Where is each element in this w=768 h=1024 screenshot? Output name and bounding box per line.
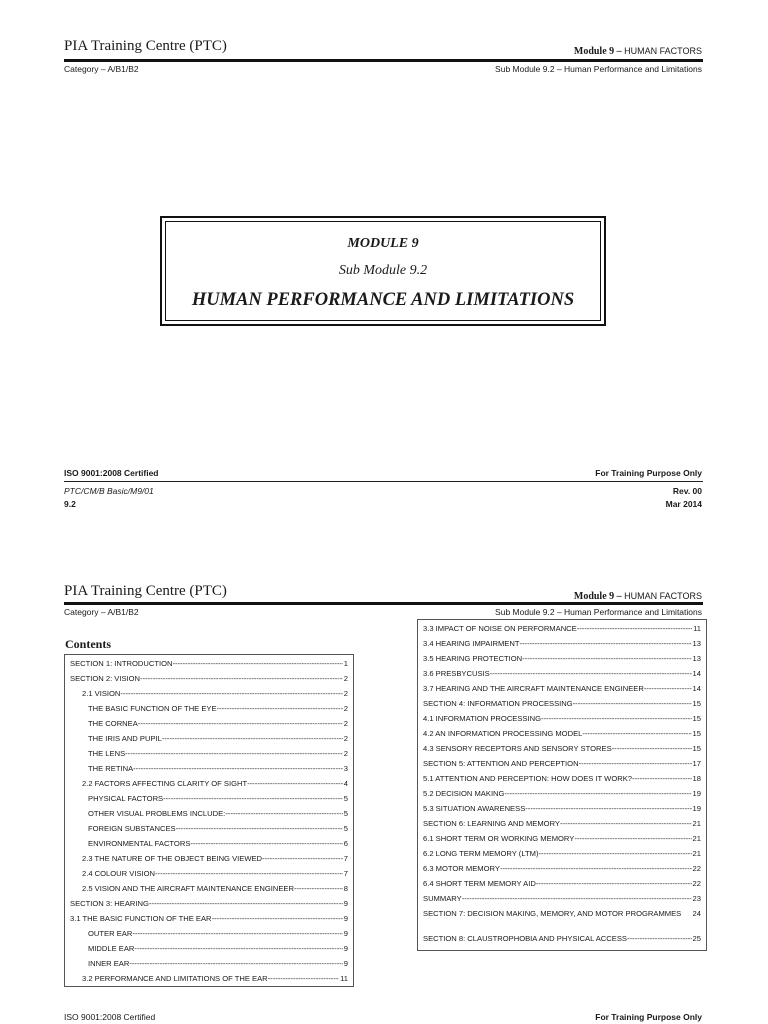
toc-entry[interactable]: 3.4 HEARING IMPAIRMENT ----- 13 [423,639,701,649]
category-label: Category – A/B1/B2 [64,607,139,617]
iso-certified: ISO 9001:2008 Certified [64,468,159,478]
toc-entry[interactable]: SECTION 7: DECISION MAKING, MEMORY, AND MOTOR PROGRAMMES 24 [423,909,701,918]
toc-entry[interactable]: SECTION 8: CLAUSTROPHOBIA AND PHYSICAL ACCESS ----- 25 [423,934,701,944]
toc-entry[interactable]: INNER EAR ----- 9 [88,959,348,969]
toc-entry[interactable]: 3.7 HEARING AND THE AIRCRAFT MAINTENANCE ENGINEER ----- 14 [423,684,701,694]
toc-entry[interactable]: SECTION 6: LEARNING AND MEMORY ----- 21 [423,819,701,829]
toc-entry[interactable]: THE RETINA ----- 3 [88,764,348,774]
toc-entry[interactable]: 6.4 SHORT TERM MEMORY AID ----- 22 [423,879,701,889]
toc-entry[interactable]: FOREIGN SUBSTANCES ----- 5 [88,824,348,834]
toc-entry[interactable]: SECTION 3: HEARING ----- 9 [70,899,348,909]
toc-entry[interactable]: 4.1 INFORMATION PROCESSING ----- 15 [423,714,701,724]
toc-entry[interactable]: 2.1 VISION ----- 2 [82,689,348,699]
toc-entry[interactable]: 2.4 COLOUR VISION ----- 7 [82,869,348,879]
toc-entry[interactable]: PHYSICAL FACTORS ----- 5 [88,794,348,804]
header-rule [64,602,703,605]
cover-title: HUMAN PERFORMANCE AND LIMITATIONS [191,290,575,310]
toc-right-column [417,619,707,951]
training-purpose: For Training Purpose Only [595,468,702,478]
toc-entry[interactable]: SECTION 5: ATTENTION AND PERCEPTION ----- 17 [423,759,701,769]
toc-entry[interactable]: SECTION 1: INTRODUCTION ----- 1 [70,659,348,669]
toc-entry[interactable]: 3.2 PERFORMANCE AND LIMITATIONS OF THE EAR ----- 11 [82,974,348,984]
toc-entry[interactable]: SECTION 4: INFORMATION PROCESSING ----- 15 [423,699,701,709]
toc-entry[interactable]: OUTER EAR ----- 9 [88,929,348,939]
toc-entry[interactable]: THE IRIS AND PUPIL ----- 2 [88,734,348,744]
header-rule [64,59,703,62]
toc-entry[interactable]: 3.1 THE BASIC FUNCTION OF THE EAR ----- 9 [70,914,348,924]
cover-module: MODULE 9 [347,236,419,251]
iso-certified: ISO 9001:2008 Certified [64,1012,156,1022]
module-label-rest: HUMAN FACTORS [624,46,702,56]
cover-title-box [160,216,606,326]
contents-page [0,575,768,1024]
contents-title: Contents [65,637,112,651]
org-name: PIA Training Centre (PTC) [64,583,227,599]
toc-entry[interactable]: 4.2 AN INFORMATION PROCESSING MODEL ----- 15 [423,729,701,739]
toc-entry[interactable]: 4.3 SENSORY RECEPTORS AND SENSORY STORES ----- 15 [423,744,701,754]
toc-entry[interactable]: THE CORNEA ----- 2 [88,719,348,729]
toc-entry[interactable]: ENVIRONMENTAL FACTORS ----- 6 [88,839,348,849]
toc-entry[interactable]: 5.3 SITUATION AWARENESS ----- 19 [423,804,701,814]
category-label: Category – A/B1/B2 [64,64,139,74]
toc-entry[interactable]: 5.1 ATTENTION AND PERCEPTION: HOW DOES IT WORK? ----- 18 [423,774,701,784]
cover-submodule: Sub Module 9.2 [338,263,428,278]
toc-entry[interactable]: 6.1 SHORT TERM OR WORKING MEMORY ----- 21 [423,834,701,844]
toc-entry[interactable]: THE LENS ----- 2 [88,749,348,759]
submodule-label: Sub Module 9.2 – Human Performance and Limitations [495,607,702,617]
toc-entry[interactable]: 5.2 DECISION MAKING ----- 19 [423,789,701,799]
toc-entry[interactable]: 2.3 THE NATURE OF THE OBJECT BEING VIEWED ----- 7 [82,854,348,864]
toc-entry[interactable]: 2.5 VISION AND THE AIRCRAFT MAINTENANCE ENGINEER ----- 8 [82,884,348,894]
module-label-bold: Module 9 – [573,46,622,57]
toc-entry[interactable]: 2.2 FACTORS AFFECTING CLARITY OF SIGHT ----- 4 [82,779,348,789]
issue-date: Mar 2014 [665,499,702,509]
toc-left-column [64,654,354,987]
page-number: 9.2 [64,499,76,509]
toc-entry[interactable]: MIDDLE EAR ----- 9 [88,944,348,954]
toc-entry[interactable]: 3.5 HEARING PROTECTION ----- 13 [423,654,701,664]
toc-entry[interactable]: SECTION 2: VISION ----- 2 [70,674,348,684]
toc-entry[interactable]: 6.3 MOTOR MEMORY ----- 22 [423,864,701,874]
training-purpose: For Training Purpose Only [595,1012,702,1022]
org-name: PIA Training Centre (PTC) [64,38,227,54]
footer-rule [64,481,703,482]
module-label-bold: Module 9 – [573,591,622,602]
toc-entry[interactable]: OTHER VISUAL PROBLEMS INCLUDE: ----- 5 [88,809,348,819]
toc-entry[interactable]: 3.6 PRESBYCUSIS ----- 14 [423,669,701,679]
module-label [574,46,702,57]
toc-entry[interactable]: SUMMARY ----- 23 [423,894,701,904]
module-label-rest: HUMAN FACTORS [624,591,702,601]
cover-title-inner-border [165,221,601,321]
doc-ref: PTC/CM/B Basic/M9/01 [64,486,154,496]
toc-entry[interactable]: THE BASIC FUNCTION OF THE EYE ----- 2 [88,704,348,714]
revision: Rev. 00 [672,486,702,496]
toc-entry[interactable]: 6.2 LONG TERM MEMORY (LTM) ----- 21 [423,849,701,859]
toc-entry[interactable]: 3.3 IMPACT OF NOISE ON PERFORMANCE ----- 11 [423,624,701,634]
submodule-label: Sub Module 9.2 – Human Performance and Limitations [495,64,702,74]
module-label [574,591,702,602]
